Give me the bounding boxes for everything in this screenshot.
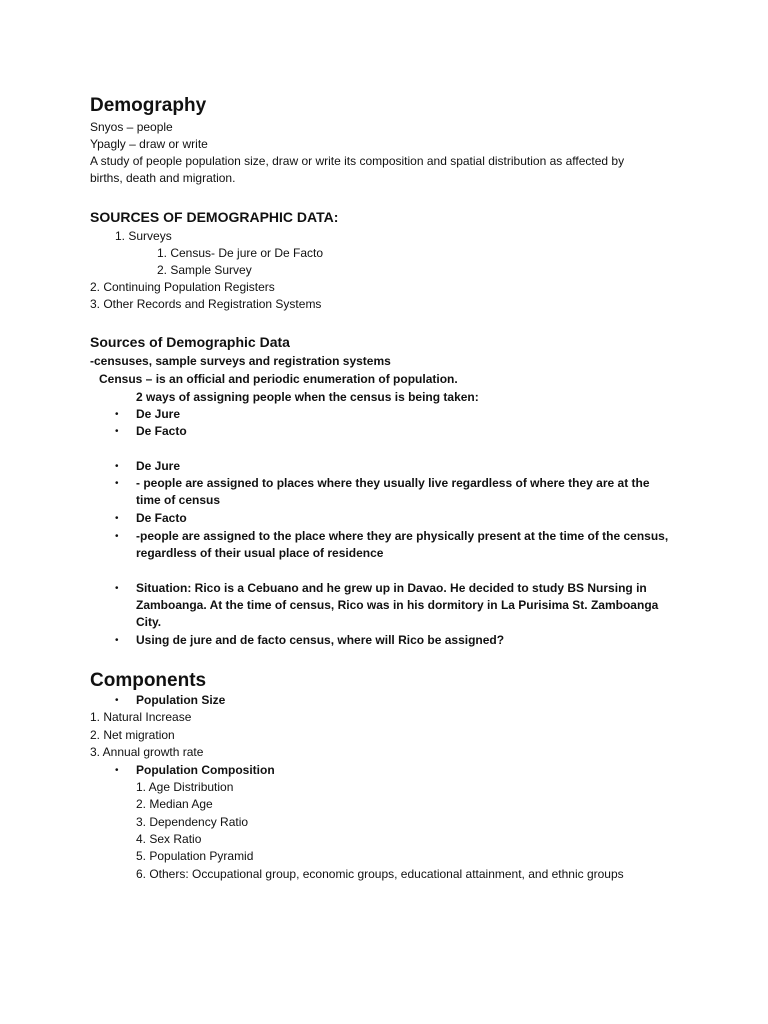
bullet-icon: • <box>115 695 119 706</box>
bullet-text: Population Composition <box>136 763 275 777</box>
bullet-text: De Jure <box>136 407 181 421</box>
list-subitem: 4. Sex Ratio <box>136 832 202 846</box>
list-item: 1. Surveys <box>115 229 172 243</box>
list-item: 2. Net migration <box>90 728 175 742</box>
definition-line: Ypagly – draw or write <box>90 137 208 151</box>
bullet-text: regardless of their usual place of residence <box>136 546 384 560</box>
list-subitem: 5. Population Pyramid <box>136 849 254 863</box>
bullet-text: De Jure <box>136 459 181 473</box>
bullet-text: Zamboanga. At the time of census, Rico was in his dormitory in La Purisima St. Zamboanga <box>136 598 659 612</box>
definition-line: births, death and migration. <box>90 171 236 185</box>
bullet-icon: • <box>115 635 119 646</box>
bullet-text: - people are assigned to places where they usually live regardless of where they are at the <box>136 476 650 490</box>
bullet-icon: • <box>115 765 119 776</box>
bullet-text: time of census <box>136 493 221 507</box>
list-subitem: 1. Age Distribution <box>136 780 234 794</box>
list-item: 3. Annual growth rate <box>90 745 204 759</box>
sources-heading: SOURCES OF DEMOGRAPHIC DATA: <box>90 209 339 225</box>
ways-intro: 2 ways of assigning people when the census is being taken: <box>136 390 479 404</box>
list-subitem: 1. Census- De jure or De Facto <box>157 246 324 260</box>
census-definition: Census – is an official and periodic enumeration of population. <box>99 372 458 386</box>
bullet-text: Using de jure and de facto census, where will Rico be assigned? <box>136 633 505 647</box>
bullet-text: De Facto <box>136 511 187 525</box>
bullet-icon: • <box>115 426 119 437</box>
list-item: 3. Other Records and Registration Systems <box>90 297 322 311</box>
bullet-text: De Facto <box>136 424 187 438</box>
list-subitem: 2. Sample Survey <box>157 263 252 277</box>
bullet-icon: • <box>115 583 119 594</box>
bullet-icon: • <box>115 461 119 472</box>
bullet-icon: • <box>115 478 119 489</box>
bullet-icon: • <box>115 513 119 524</box>
bullet-icon: • <box>115 531 119 542</box>
bullet-text: City. <box>136 615 162 629</box>
definition-line: A study of people population size, draw or write its composition and spatial distribution as affected by <box>90 154 625 168</box>
bullet-text: -people are assigned to the place where they are physically present at the time of the census, <box>136 529 669 543</box>
list-item: 2. Continuing Population Registers <box>90 280 275 294</box>
list-subitem: 2. Median Age <box>136 797 213 811</box>
definition-line: Snyos – people <box>90 120 173 134</box>
sources2-line: -censuses, sample surveys and registration systems <box>90 354 391 368</box>
sources2-heading: Sources of Demographic Data <box>90 334 290 350</box>
bullet-icon: • <box>115 409 119 420</box>
title-demography: Demography <box>90 95 207 116</box>
list-item: 1. Natural Increase <box>90 710 192 724</box>
bullet-text: Situation: Rico is a Cebuano and he grew up in Davao. He decided to study BS Nursing in <box>136 581 647 595</box>
bullet-text: Population Size <box>136 693 226 707</box>
list-subitem: 3. Dependency Ratio <box>136 815 249 829</box>
list-subitem: 6. Others: Occupational group, economic groups, educational attainment, and ethnic groups <box>136 867 624 881</box>
components-heading: Components <box>90 670 207 691</box>
